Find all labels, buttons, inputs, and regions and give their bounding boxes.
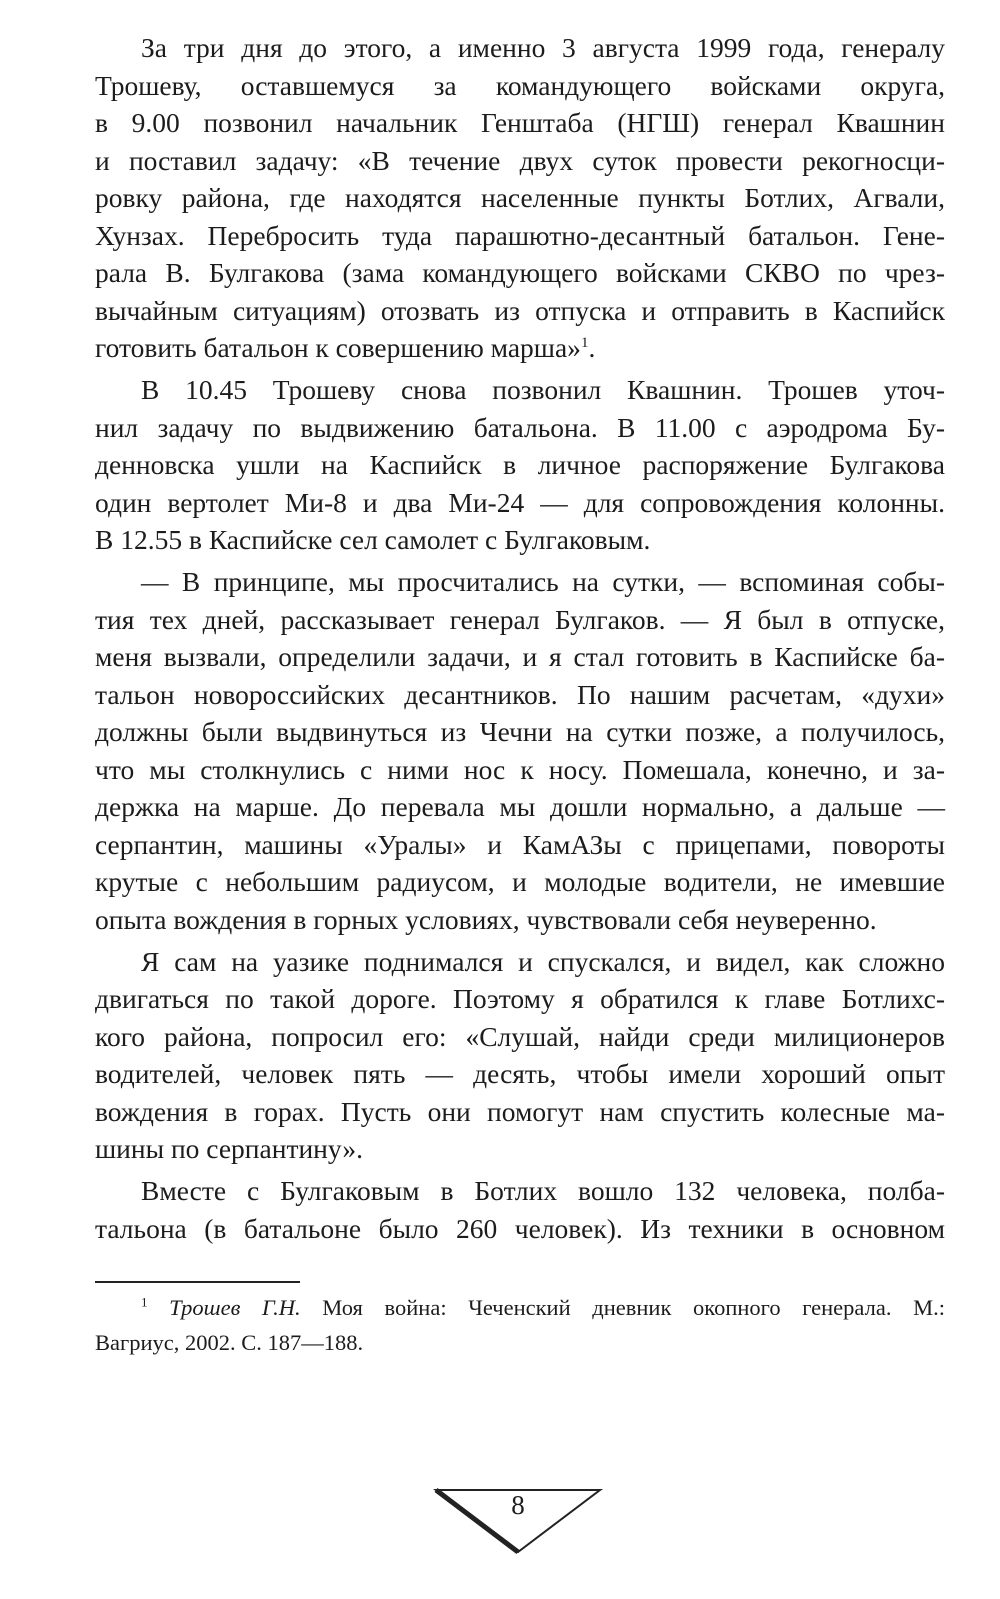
line-text: вождения в горах. Пусть они помогут нам спустить колесные ма- (95, 1095, 945, 1127)
text-line (95, 484, 945, 522)
text-line (95, 788, 945, 826)
page-number: 8 (511, 1490, 525, 1520)
line-text: нил задачу по выдвижению батальона. В 11.00 с аэродрома Бу- (95, 411, 945, 443)
line-text: что мы столкнулись с ними нос к носу. Помешала, конечно, и за- (95, 753, 945, 785)
paragraph (95, 371, 945, 559)
line-text: опыта вождения в горных условиях, чувствовали себя неуверенно. (95, 903, 877, 935)
text-line (95, 292, 945, 330)
text-line (95, 980, 945, 1018)
text-line (95, 104, 945, 142)
text-line (95, 863, 945, 901)
text-line (95, 1055, 945, 1093)
text-line (95, 638, 945, 676)
line-text: водителей, человек пять — десять, чтобы имели хороший опыт (95, 1058, 945, 1089)
text-line (95, 826, 945, 864)
line-text: двигаться по такой дороге. Поэтому я обратился к главе Ботлихс- (95, 983, 945, 1014)
text-line (95, 1130, 945, 1168)
footnote-line (95, 1290, 945, 1325)
line-text: ровку района, где находятся населенные пункты Ботлих, Агвали, (95, 182, 945, 213)
footnote-reference[interactable]: 1 (580, 334, 589, 351)
text-line (95, 1172, 945, 1210)
line-text: Хунзах. Перебросить туда парашютно-десантный батальон. Гене- (95, 219, 945, 251)
line-text: один вертолет Ми-8 и два Ми-24 — для сопровождения колонны. (95, 486, 945, 518)
text-line (95, 521, 945, 559)
text-line (95, 67, 945, 105)
line-text: и поставил задачу: «В течение двух суток провести рекогносци- (95, 144, 945, 176)
paragraph (95, 1172, 945, 1247)
line-text: кого района, попросил его: «Слушай, найди среди милиционеров (95, 1020, 945, 1052)
footnote-author: Трошев Г.Н. (169, 1295, 301, 1320)
page-number-badge (433, 1488, 603, 1558)
paragraph (95, 943, 945, 1168)
text-line (95, 563, 945, 601)
text-line (95, 901, 945, 939)
text-line (95, 29, 945, 67)
text-line (95, 217, 945, 255)
text-line (95, 142, 945, 180)
body-text (95, 29, 945, 1252)
text-line (95, 751, 945, 789)
text-line (95, 1093, 945, 1131)
line-text: в 9.00 позвонил начальник Генштаба (НГШ) генерал Квашнин (95, 107, 945, 138)
text-line (95, 179, 945, 217)
line-text: держка на марше. До перевала мы дошли нормально, а дальше — (95, 791, 945, 822)
footnote-number: 1 (141, 1294, 148, 1310)
line-text: Я сам на уазике поднимался и спускался, и видел, как сложно (141, 945, 945, 977)
line-text: денновска ушли на Каспийск в личное распоряжение Булгакова (95, 449, 945, 480)
footnote-line: Вагриус, 2002. С. 187—188. (95, 1330, 364, 1355)
line-text: В 12.55 в Каспийске сел самолет с Булгаковым. (95, 524, 651, 555)
text-line (95, 1018, 945, 1056)
text-line (95, 713, 945, 751)
text-line (95, 329, 945, 367)
line-text: тия тех дней, рассказывает генерал Булгаков. — Я был в отпуске, (95, 603, 945, 635)
line-text: За три дня до этого, а именно 3 августа 1999 года, генералу (141, 32, 945, 63)
text-line (95, 943, 945, 981)
text-line (95, 409, 945, 447)
text-line (95, 676, 945, 714)
paragraph (95, 563, 945, 938)
line-text: должны были выдвинуться из Чечни на сутки позже, а получилось, (95, 716, 945, 747)
line-text: серпантин, машины «Уралы» и КамАЗы с прицепами, повороты (95, 828, 945, 860)
line-text: рала В. Булгакова (зама командующего войсками СКВО по чрез- (95, 257, 945, 288)
text-line (95, 371, 945, 409)
paragraph (95, 29, 945, 367)
line-text: вычайным ситуациям) отозвать из отпуска и отправить в Каспийск (95, 294, 945, 326)
text-line (95, 446, 945, 484)
line-text: крутые с небольшим радиусом, и молодые водители, не имевшие (95, 866, 945, 897)
line-text: шины по серпантину». (95, 1133, 363, 1164)
line-text: тальона (в батальоне было 260 человек). Из техники в основном (95, 1212, 945, 1244)
footnote-separator (95, 1281, 300, 1283)
line-text: В 10.45 Трошеву снова позвонил Квашнин. Трошев уточ- (141, 374, 945, 405)
text-line (95, 601, 945, 639)
line-tail: . (588, 332, 596, 363)
text-line (95, 254, 945, 292)
footnote (95, 1290, 945, 1360)
footnote-title: Моя война: Чеченский дневник окопного генерала. М.: (300, 1295, 945, 1320)
line-text: — В принципе, мы просчитались на сутки, — вспоминая собы- (141, 566, 945, 597)
line-text: готовить батальон к совершению марша» (95, 332, 581, 363)
line-text: Трошеву, оставшемуся за командующего войсками округа, (95, 69, 945, 101)
line-text: Вместе с Булгаковым в Ботлих вошло 132 человека, полба- (141, 1175, 945, 1206)
line-text: тальон новороссийских десантников. По нашим расчетам, «духи» (95, 678, 945, 710)
text-line (95, 1210, 945, 1248)
line-text: меня вызвали, определили задачи, и я стал готовить в Каспийске ба- (95, 641, 945, 672)
